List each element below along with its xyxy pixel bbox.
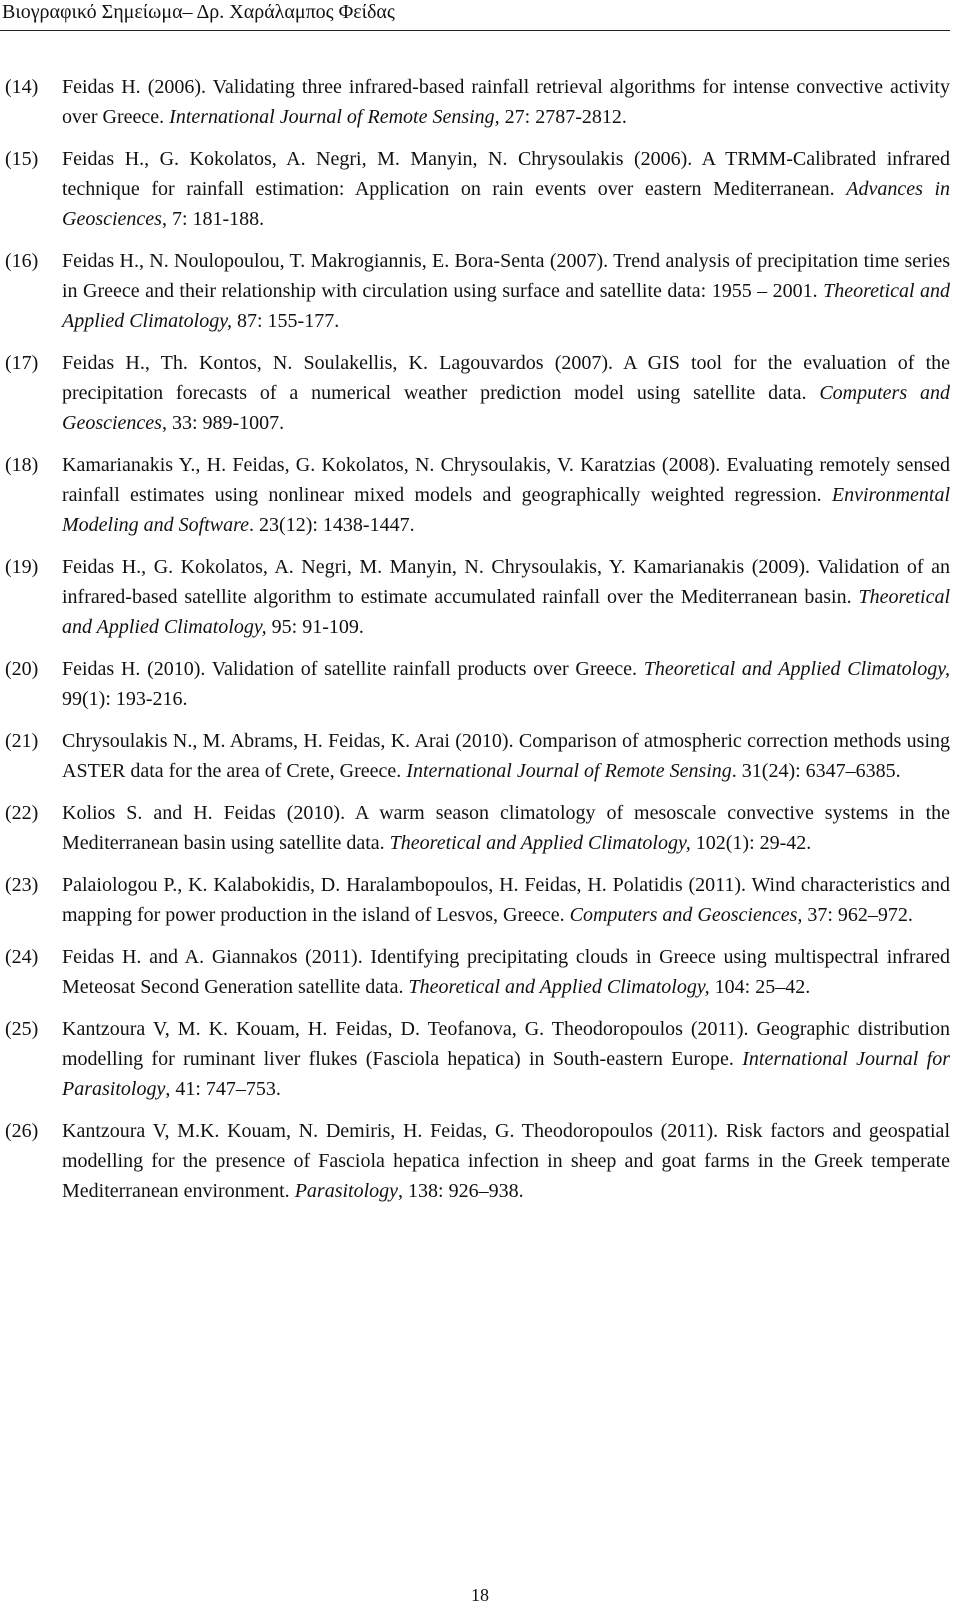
reference-text <box>62 726 950 786</box>
header-title: Βιογραφικό Σημείωμα– Δρ. Χαράλαμπος Φείδας <box>2 1 395 23</box>
reference-details: 102(1): 29-42. <box>690 832 812 854</box>
reference-details: , 33: 989-1007. <box>161 412 285 434</box>
reference-number: (26) <box>5 1120 39 1142</box>
reference-number: (15) <box>5 148 39 170</box>
reference-details: 37: 962–972. <box>802 904 913 926</box>
reference-citation: Feidas H., N. Noulopoulou, T. Makrogiannis, E. Bora-Senta (2007). Trend analysis of precipitation time series in Greece and their relationship with circulation using surface and satellite data: 1955 – 2001. <box>62 250 950 302</box>
reference-item <box>0 72 950 132</box>
reference-details: , 138: 926–938. <box>398 1180 524 1202</box>
reference-citation: Kantzoura V, M. K. Kouam, H. Feidas, D. Teofanova, G. Theodoropoulos (2011). Geographic distribution modelling for ruminant liver flukes (Fasciola hepatica) in South-eastern Europe. <box>62 1018 950 1070</box>
reference-number: (19) <box>5 556 39 578</box>
reference-item <box>0 1116 950 1206</box>
reference-journal: International Journal for Parasitology <box>62 1048 950 1100</box>
reference-number: (21) <box>5 730 39 752</box>
reference-item <box>0 348 950 438</box>
reference-journal: Theoretical and Applied Climatology, <box>62 586 950 638</box>
reference-list <box>0 72 950 1218</box>
reference-citation: Feidas H. (2006). Validating three infrared-based rainfall retrieval algorithms for intense convective activity over Greece. <box>62 76 950 128</box>
reference-text <box>62 870 950 930</box>
reference-text <box>62 654 950 714</box>
reference-details: 27: 2787-2812. <box>499 106 627 128</box>
reference-text <box>62 1116 950 1206</box>
reference-journal: Environmental Modeling and Software <box>62 484 950 536</box>
reference-number: (24) <box>5 946 39 968</box>
reference-citation: Feidas H. (2010). Validation of satellite rainfall products over Greece. <box>62 658 644 680</box>
reference-item <box>0 552 950 642</box>
reference-journal: Parasitology <box>294 1180 399 1202</box>
reference-item <box>0 246 950 336</box>
reference-text <box>62 450 950 540</box>
reference-citation: Feidas H. and A. Giannakos (2011). Identifying precipitating clouds in Greece using multispectral infrared Meteosat Second Generation satellite data. <box>62 946 950 998</box>
reference-number: (17) <box>5 352 39 374</box>
reference-details: , 41: 747–753. <box>165 1078 281 1100</box>
reference-citation: Kamarianakis Y., H. Feidas, G. Kokolatos, N. Chrysoulakis, V. Karatzias (2008). Evaluating remotely sensed rainfall estimates using nonlinear mixed models and geographically weighted regression. <box>62 454 950 506</box>
reference-number: (20) <box>5 658 39 680</box>
reference-text <box>62 348 950 438</box>
reference-journal: Theoretical and Applied Climatology, <box>389 832 691 854</box>
reference-number: (25) <box>5 1018 39 1040</box>
reference-number: (23) <box>5 874 39 896</box>
reference-citation: Chrysoulakis N., M. Abrams, H. Feidas, K. Arai (2010). Comparison of atmospheric correction methods using ASTER data for the area of Crete, Greece. <box>62 730 950 782</box>
reference-citation: Kantzoura V, M.K. Kouam, N. Demiris, H. Feidas, G. Theodoropoulos (2011). Risk factors and geospatial modelling for the presence of Fasciola hepatica infection in sheep and goat farms in the Greek temperate Mediterranean environment. <box>62 1120 950 1202</box>
reference-details: . 23(12): 1438-1447. <box>249 514 415 536</box>
reference-citation: Feidas H., G. Kokolatos, A. Negri, M. Manyin, N. Chrysoulakis (2006). A TRMM-Calibrated infrared technique for rainfall estimation: Application on rain events over eastern Mediterranean. <box>62 148 950 200</box>
reference-text <box>62 144 950 234</box>
reference-item <box>0 798 950 858</box>
reference-text <box>62 72 950 132</box>
reference-journal: Theoretical and Applied Climatology, <box>643 658 951 680</box>
reference-text <box>62 552 950 642</box>
reference-citation: Feidas H., G. Kokolatos, A. Negri, M. Manyin, N. Chrysoulakis, Y. Kamarianakis (2009). Validation of an infrared-based satellite algorithm to estimate accumulated rainfall over the Mediterranean basin. <box>62 556 950 608</box>
reference-item <box>0 654 950 714</box>
reference-item <box>0 450 950 540</box>
reference-journal: Advances in Geosciences <box>62 178 951 230</box>
reference-details: 87: 155-177. <box>232 310 340 332</box>
reference-journal: Computers and Geosciences <box>62 382 950 434</box>
page-number: 18 <box>471 1585 489 1605</box>
reference-text <box>62 246 950 336</box>
page-header <box>0 0 950 31</box>
reference-journal: International Journal of Remote Sensing <box>406 760 732 782</box>
reference-item <box>0 942 950 1002</box>
reference-number: (22) <box>5 802 39 824</box>
reference-journal: Theoretical and Applied Climatology, <box>408 976 710 998</box>
reference-text <box>62 1014 950 1104</box>
reference-details: . 31(24): 6347–6385. <box>731 760 901 782</box>
reference-details: , 7: 181-188. <box>161 208 265 230</box>
reference-text <box>62 798 950 858</box>
reference-details: 99(1): 193-216. <box>62 688 188 710</box>
reference-journal: International Journal of Remote Sensing, <box>169 106 500 128</box>
reference-journal: Computers and Geosciences, <box>569 904 803 926</box>
reference-details: 95: 91-109. <box>266 616 364 638</box>
reference-citation: Palaiologou P., K. Kalabokidis, D. Haralambopoulos, H. Feidas, H. Polatidis (2011). Wind characteristics and mapping for power production in the island of Lesvos, Greece. <box>62 874 950 926</box>
reference-details: 104: 25–42. <box>709 976 811 998</box>
reference-item <box>0 870 950 930</box>
reference-text <box>62 942 950 1002</box>
reference-item <box>0 144 950 234</box>
reference-item <box>0 726 950 786</box>
reference-item <box>0 1014 950 1104</box>
reference-number: (16) <box>5 250 39 272</box>
reference-journal: Theoretical and Applied Climatology, <box>62 280 950 332</box>
reference-number: (18) <box>5 454 39 476</box>
reference-citation: Feidas H., Th. Kontos, N. Soulakellis, K. Lagouvardos (2007). A GIS tool for the evaluation of the precipitation forecasts of a numerical weather prediction model using satellite data. <box>62 352 950 404</box>
reference-citation: Kolios S. and H. Feidas (2010). A warm season climatology of mesoscale convective systems in the Mediterranean basin using satellite data. <box>62 802 950 854</box>
reference-number: (14) <box>5 76 39 98</box>
